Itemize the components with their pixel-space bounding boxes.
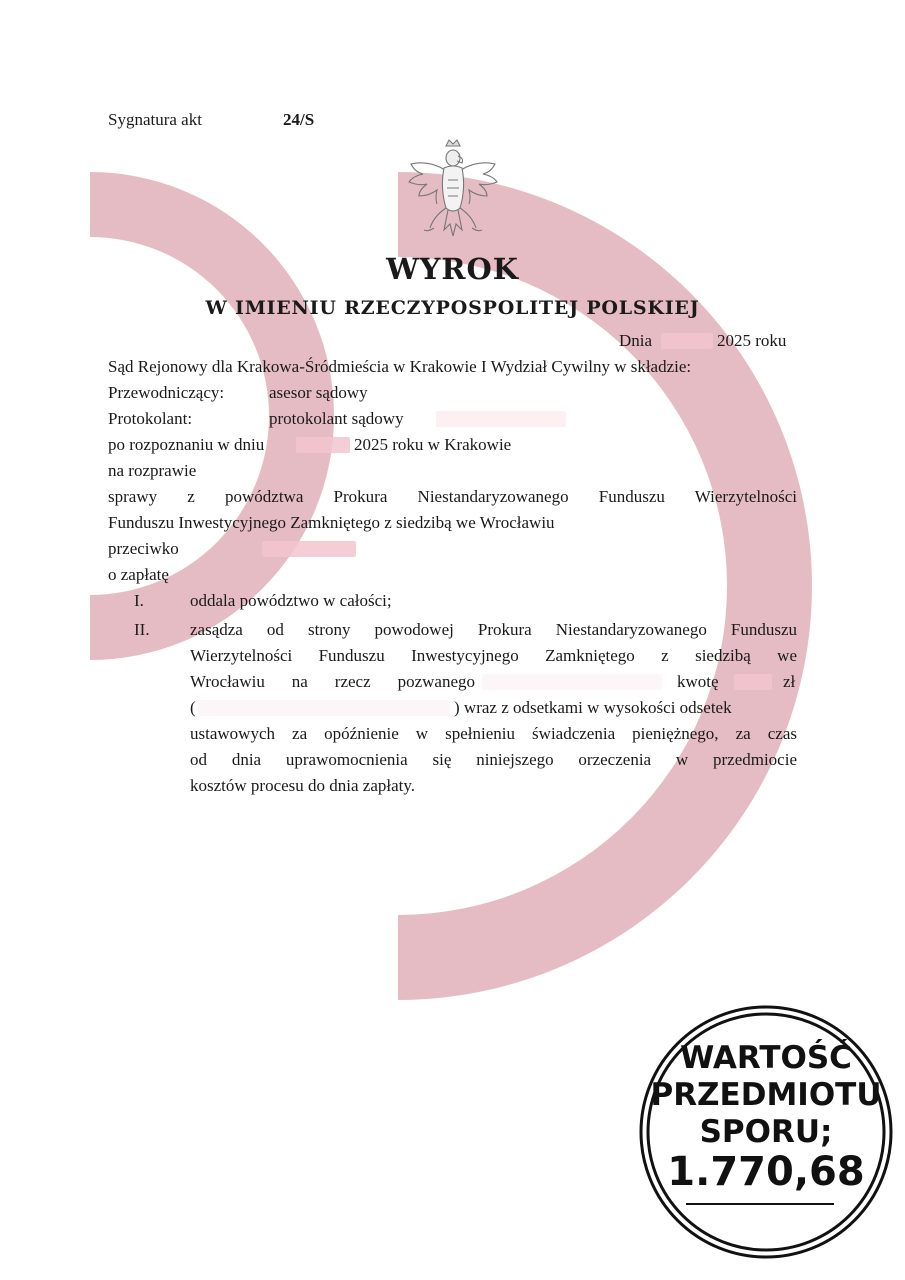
polish-eagle-emblem-icon	[398, 136, 508, 246]
seal-line-3: SPORU;	[699, 1114, 833, 1150]
hearing-type: na rozprawie	[108, 461, 197, 480]
case-line-1: sprawy z powództwa Prokura Niestandaryzowanego Funduszu Wierzytelności	[108, 487, 797, 506]
redaction-defendant	[262, 541, 356, 557]
ruling-2-line-4-rest: ) wraz z odsetkami w wysokości odsetek	[454, 698, 732, 717]
redaction-clerk	[436, 411, 566, 427]
ruling-2-line-7: kosztów procesu do dnia zapłaty.	[190, 776, 416, 795]
against-label: przeciwko	[108, 539, 179, 558]
ruling-2-number: II.	[134, 620, 150, 639]
case-line-2: Funduszu Inwestycyjnego Zamkniętego z siedzibą we Wrocławiu	[108, 513, 555, 532]
chair-label: Przewodniczący:	[108, 383, 225, 402]
subject-label: o zapłatę	[108, 565, 169, 584]
court-line: Sąd Rejonowy dla Krakowa-Śródmieścia w Krakowie I Wydział Cywilny w składzie:	[108, 357, 692, 376]
judgment-title: WYROK	[386, 252, 519, 286]
ruling-2-paren-open: (	[190, 698, 196, 717]
ruling-2-line-6: od dnia uprawomocnienia się niniejszego orzeczenia w przedmiocie	[190, 750, 797, 769]
signature-label: Sygnatura akt	[108, 110, 202, 129]
chair-value: asesor sądowy	[269, 383, 368, 402]
redaction-amount	[734, 674, 772, 690]
signature-value: 24/S	[283, 110, 315, 129]
date-prefix: Dnia	[619, 331, 653, 350]
redaction-hearing-date	[296, 437, 350, 453]
seal-amount: 1.770,68	[667, 1149, 865, 1195]
ruling-2-line-1: zasądza od strony powodowej Prokura Niestandaryzowanego Funduszu	[190, 620, 797, 639]
ruling-2-amount-label: kwotę	[677, 672, 719, 691]
ruling-2-line-5: ustawowych za opóźnienie w spełnieniu świadczenia pieniężnego, za czas	[190, 724, 797, 743]
ruling-2-line-2: Wierzytelności Funduszu Inwestycyjnego Zamkniętego z siedzibą we	[190, 646, 797, 665]
redaction-defendant-2	[482, 674, 662, 690]
ruling-2-line-3: Wrocławiu na rzecz pozwanego	[190, 672, 475, 691]
ruling-1-number: I.	[134, 591, 144, 610]
seal-line-1: WARTOŚĆ	[680, 1040, 852, 1076]
seal-line-2: PRZEDMIOTU	[650, 1077, 882, 1113]
hearing-suffix: 2025 roku w Krakowie	[354, 435, 512, 454]
ruling-2-currency: zł	[783, 672, 796, 691]
clerk-label: Protokolant:	[108, 409, 193, 428]
ruling-1-text: oddala powództwo w całości;	[190, 591, 392, 610]
redaction-date	[661, 333, 713, 349]
date-suffix: 2025 roku	[717, 331, 787, 350]
redaction-amount-words	[198, 700, 450, 716]
judgment-subtitle: W IMIENIU RZECZYPOSPOLITEJ POLSKIEJ	[205, 297, 700, 319]
clerk-value: protokolant sądowy	[269, 409, 404, 428]
hearing-prefix: po rozpoznaniu w dniu	[108, 435, 265, 454]
